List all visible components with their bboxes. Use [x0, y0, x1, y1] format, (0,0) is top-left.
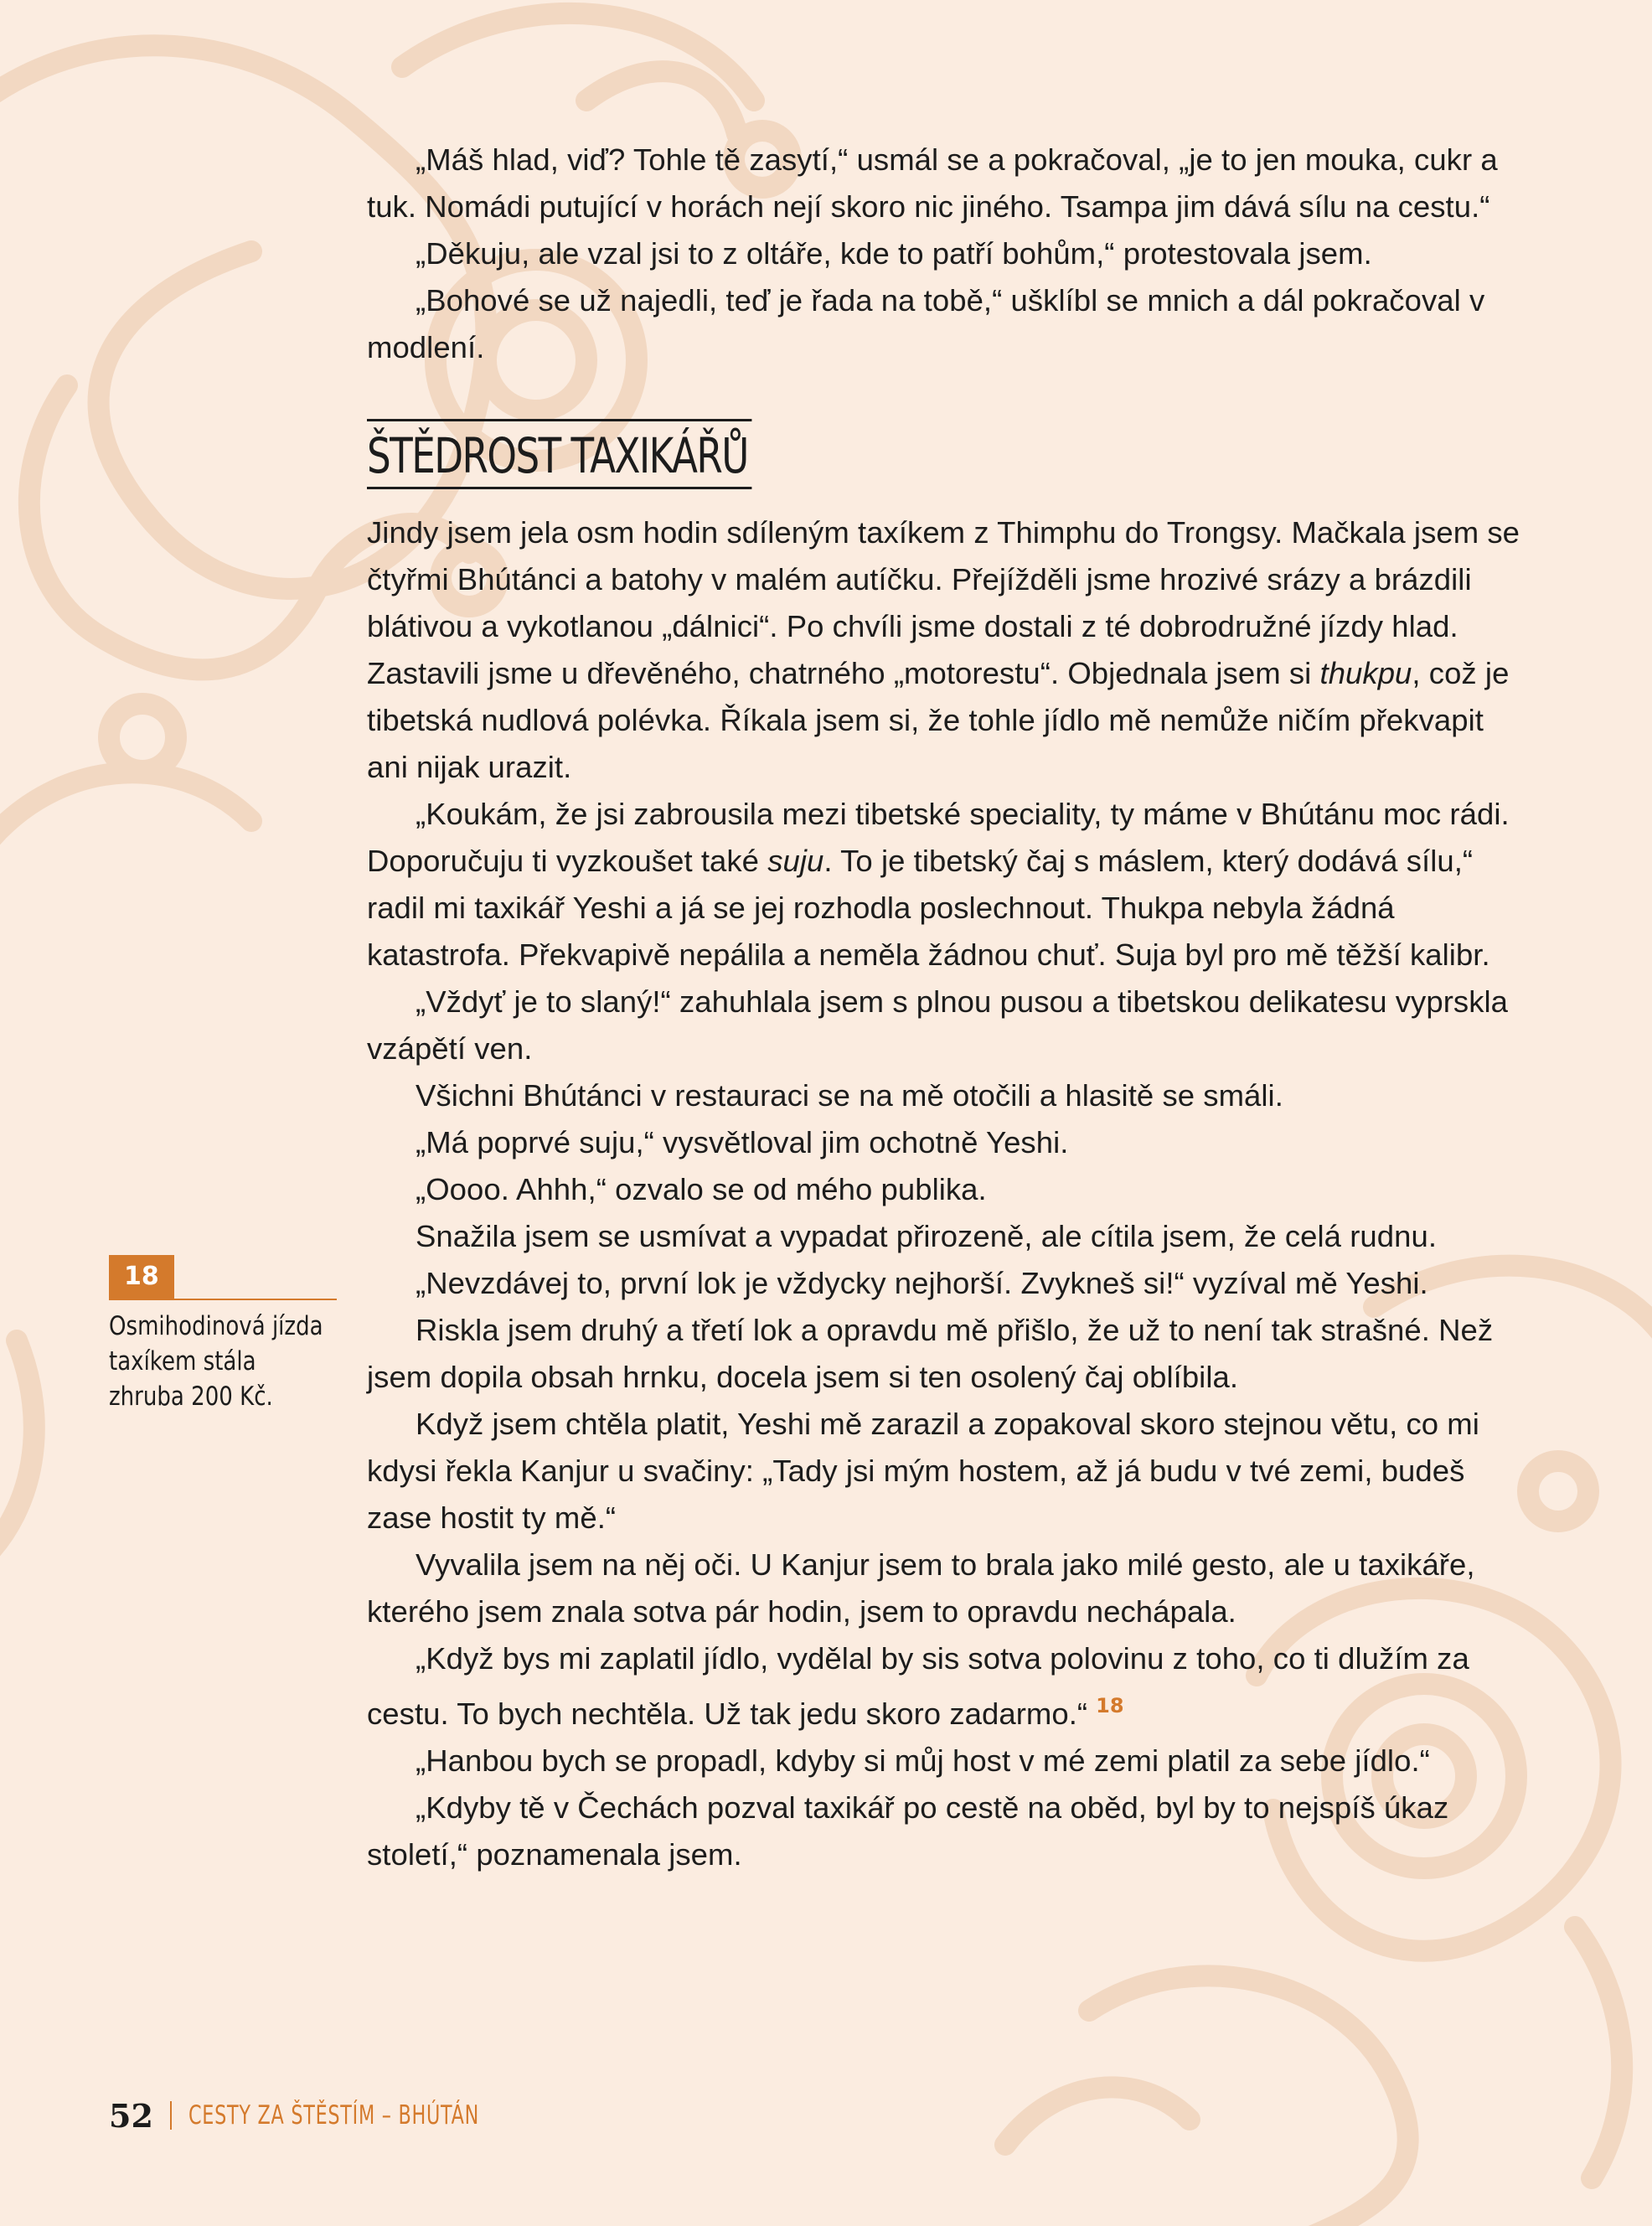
- paragraph: „Hanbou bych se propadl, kdyby si můj host v mé zemi platil za sebe jídlo.“: [416, 1743, 1430, 1778]
- paragraph: Všichni Bhútánci v restauraci se na mě otočili a hlasitě se smáli.: [416, 1078, 1283, 1113]
- main-text-column: [367, 137, 1523, 1878]
- paragraph: „Nevzdávej to, první lok je vždycky nejhorší. Zvykneš si!“ vyzíval mě Yeshi.: [416, 1266, 1428, 1300]
- paragraph: „Oooo. Ahhh,“ ozvalo se od mého publika.: [416, 1172, 987, 1206]
- sidenote-divider: [109, 1299, 337, 1300]
- footnote-reference[interactable]: 18: [1096, 1694, 1124, 1717]
- sidenote-number-badge: 18: [109, 1255, 174, 1299]
- running-head: CESTY ZA ŠTĚSTÍM – BHÚTÁN: [188, 2100, 479, 2130]
- middle-paragraphs: [367, 979, 1523, 1635]
- sidenote: [109, 1255, 337, 1414]
- paragraph: Vyvalila jsem na něj oči. U Kanjur jsem to brala jako milé gesto, ale u taxikáře, kterého jsem znala sotva pár hodin, jsem to opravdu nechápala.: [367, 1547, 1475, 1629]
- paragraph-suja: „Koukám, že jsi zabrousila mezi tibetské speciality, ty máme v Bhútánu moc rádi. Doporučuju ti vyzkoušet také suju. To je tibetský čaj s máslem, který dodává sílu,“ radil mi taxikář Yeshi a já se jej rozhodla poslechnout. Thukpa nebyla žádná katastrofa. Překvapivě nepálila a neměla žádnou chuť. Suja byl pro mě těžší kalibr.: [367, 797, 1510, 972]
- paragraph: „Vždyť je to slaný!“ zahuhlala jsem s plnou pusou a tibetskou delikatesu vyprskla vzápětí ven.: [367, 984, 1509, 1066]
- paragraph: „Kdyby tě v Čechách pozval taxikář po cestě na oběd, byl by to nejspíš úkaz století,“ poznamenala jsem.: [367, 1790, 1449, 1872]
- paragraph-thukpa: Jindy jsem jela osm hodin sdíleným taxíkem z Thimphu do Trongsy. Mačkala jsem se čtyřmi Bhútánci a batohy v malém autíčku. Přejížděli jsme hrozivé srázy a brázdili blátivou a vykotlanou „dálnici“. Po chvíli jsme dostali z té dobrodružné jízdy hlad. Zastavili jsme u dřevěného, chatrného „motorestu“. Objednala jsem si thukpu, což je tibetská nudlová polévka. Říkala jsem si, že tohle jídlo mě nemůže ničím překvapit ani nijak urazit.: [367, 515, 1520, 784]
- paragraph: „Má poprvé suju,“ vysvětloval jim ochotně Yeshi.: [416, 1125, 1069, 1159]
- paragraph: „Bohové se už najedli, teď je řada na tobě,“ ušklíbl se mnich a dál pokračoval v modlení.: [367, 283, 1485, 364]
- footer-separator: [170, 2101, 172, 2130]
- italic-thukpu: thukpu: [1319, 656, 1412, 690]
- paragraph: Snažila jsem se usmívat a vypadat přirozeně, ale cítila jsem, že celá rudnu.: [416, 1219, 1438, 1253]
- italic-suju: suju: [767, 844, 824, 878]
- intro-paragraphs: [367, 137, 1523, 371]
- paragraph-footnote: „Když bys mi zaplatil jídlo, vydělal by sis sotva polovinu z toho, co ti dlužím za cestu. To bych nechtěla. Už tak jedu skoro zadarmo.“ $^{18}$: [367, 1641, 1469, 1731]
- paragraph: Když jsem chtěla platit, Yeshi mě zarazil a zopakoval skoro stejnou větu, co mi kdysi řekla Kanjur u svačiny: „Tady jsi mým hostem, až já budu v tvé zemi, budeš zase hostit ty mě.“: [367, 1407, 1479, 1535]
- page-footer: [109, 2094, 592, 2136]
- section-heading: ŠTĚDROST TAXIKÁŘŮ: [367, 419, 751, 489]
- sidenote-text: Osmihodinová jízda taxíkem stála zhruba 200 Kč.: [109, 1311, 323, 1412]
- paragraph: „Máš hlad, viď? Tohle tě zasytí,“ usmál se a pokračoval, „je to jen mouka, cukr a tuk. Nomádi putující v horách nejí skoro nic jiného. Tsampa jim dává sílu na cestu.“: [367, 142, 1498, 224]
- page-number: 52: [109, 2096, 153, 2135]
- closing-paragraphs: [367, 1738, 1523, 1878]
- paragraph: Riskla jsem druhý a třetí lok a opravdu mě přišlo, že už to není tak strašné. Než jsem dopila obsah hrnku, docela jsem si ten osolený čaj oblíbila.: [367, 1313, 1494, 1394]
- paragraph: „Děkuju, ale vzal jsi to z oltáře, kde to patří bohům,“ protestovala jsem.: [416, 236, 1372, 271]
- section-heading-wrap: [367, 419, 1523, 489]
